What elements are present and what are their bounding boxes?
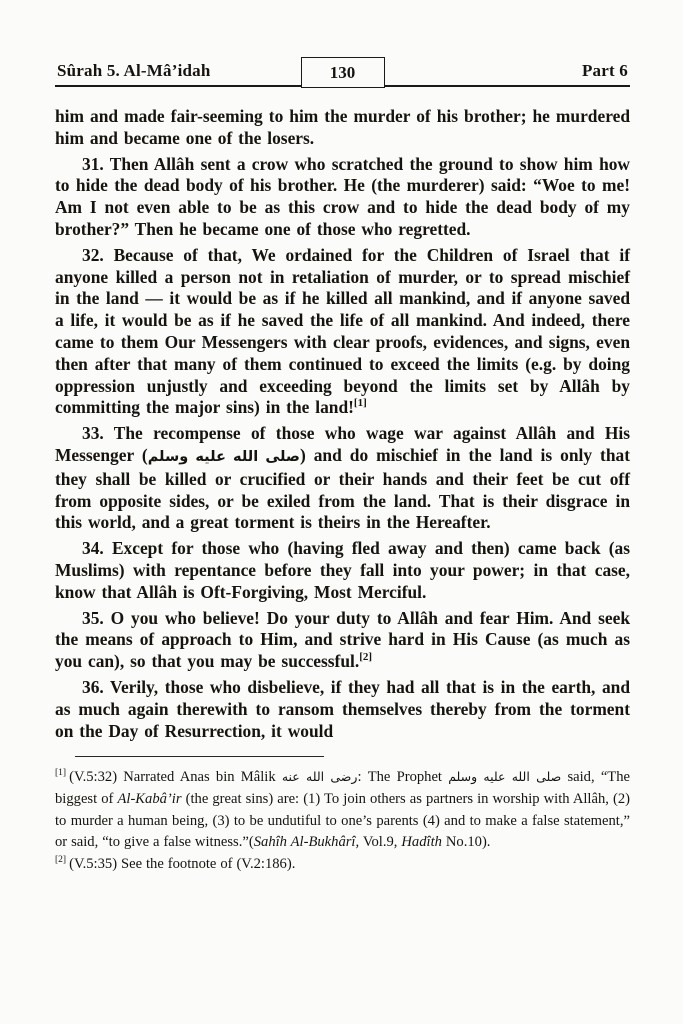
book-term-al-kabair: Al-Kabâ’ir [117, 790, 182, 807]
footnotes-block [55, 766, 630, 875]
footnote-1 [55, 766, 630, 853]
page-header [55, 57, 630, 91]
radiallahu-anhu-arabic-text: رضى الله عنه [281, 769, 358, 785]
salawat-arabic-text: صلى الله عليه وسلم [147, 448, 300, 465]
footnote-1-text: No.10). [441, 834, 491, 851]
footnote-1-text: : The Prophet [357, 769, 449, 786]
verse-text-block [55, 106, 630, 742]
verse-32-text: 32. Because of that, We ordained for the Children of Israel that if anyone killed a person not in retaliation of murder, or to spread mischief in the land — it would be as if he killed all mankind, and if anyone saved a life, it would be as if he saved the life of all mankind. And indeed, there came to them Our Messengers with clear proofs, evidences, and signs, even then after that many of them continued to exceed the limits (e.g. by doing oppression unjustly and exceeding beyond the limits set by Allâh by committing the major sins) in the land! [55, 244, 630, 418]
page-number-box [301, 57, 385, 88]
page-number: 130 [329, 62, 356, 82]
verse-35-text: 35. O you who believe! Do your duty to Allâh and fear Him. And seek the means of approach to Him, and strive hard in His Cause (as much as you can), so that you may be successful. [55, 607, 630, 672]
surah-title: Sûrah 5. Al-Mâ’idah [57, 61, 211, 80]
footnote-ref-2: [2] [359, 651, 373, 664]
footnote-2-text: (V.5:35) See the footnote of (V.2:186). [69, 855, 296, 872]
verse-30-continuation: him and made fair-seeming to him the murder of his brother; he murdered him and became one of the losers. [55, 106, 630, 148]
footnote-2-marker: [2] [55, 854, 67, 865]
footnote-1-text: (the great sins) are: (1) To join others as partners in worship with Allâh, (2) to murder a human being, (3) to be undutiful to one’s parents (4) and to make a false statement,” or said, “to give a false witness.”( [55, 790, 630, 851]
footnote-ref-1: [1] [353, 397, 367, 410]
salawat-arabic-text: صلى الله عليه وسلم [448, 769, 562, 785]
footnote-1-text: Vol.9, [359, 834, 402, 851]
book-term-hadith: Hadîth [401, 834, 442, 851]
footnote-separator [75, 756, 324, 757]
verse-34: 34. Except for those who (having fled away and then) came back (as Muslims) with repentance before they fall into your power; in that case, know that Allâh is Oft-Forgiving, Most Merciful. [55, 538, 630, 602]
verse-33-text-after: ) and do mischief in the land is only that they shall be killed or crucified or their hands and their feet be cut off from opposite sides, or be exiled from the land. That is their disgrace in this world, and a great torment is theirs in the Hereafter. [55, 444, 630, 533]
part-label: Part 6 [581, 61, 628, 80]
footnote-1-text: (V.5:32) Narrated Anas bin Mâlik [69, 769, 282, 786]
book-title-sahih-al-bukhari: Sahîh Al-Bukhârî, [253, 834, 360, 851]
verse-36: 36. Verily, those who disbelieve, if they had all that is in the earth, and as much again therewith to ransom themselves thereby from the torment on the Day of Resurrection, it would [55, 676, 630, 741]
footnote-2 [55, 854, 630, 876]
footnote-1-text: said, “The biggest of [55, 769, 630, 807]
verse-33-text-before: 33. The recompense of those who wage war against Allâh and His Messenger ( [55, 423, 630, 465]
footnote-1-marker: [1] [55, 768, 67, 779]
verse-31: 31. Then Allâh sent a crow who scratched the ground to show him how to hide the dead body of his brother. He (the murderer) said: “Woe to me! Am I not even able to be as this crow and to hide the dead body of my brother?” Then he became one of those who regretted. [55, 153, 630, 239]
verse-33 [55, 423, 630, 534]
verse-32 [55, 245, 630, 419]
verse-35 [55, 608, 630, 673]
